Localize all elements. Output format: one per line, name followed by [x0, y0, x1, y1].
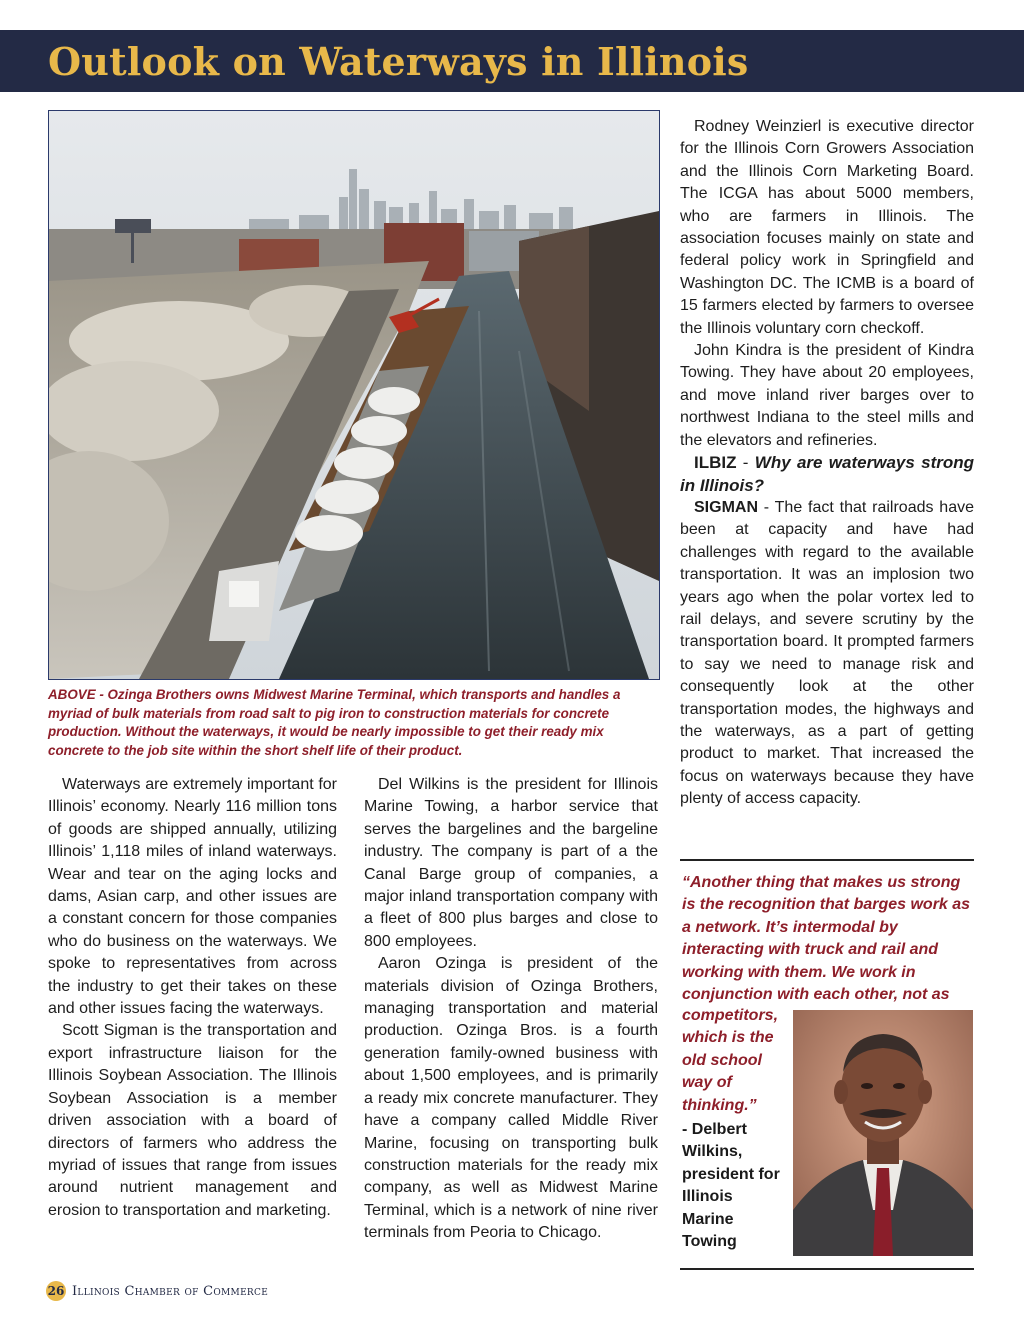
title-banner: [0, 30, 1024, 92]
article-column-1: [48, 774, 337, 1222]
pull-quote: “Another thing that makes us strong is the recognition that barges work as a network. It’s intermodal by interacting with truck and rail and working with them. We work in conjunction with each other, not as: [682, 874, 971, 1004]
paragraph: Waterways are extremely important for Illinois’ economy. Nearly 116 million tons of goods are shipped annually, utilizing Illinois’ 1,118 miles of inland waterways. Wear and tear on the aging locks and dams, Asian carp, and other issues are a constant concern for those companies who do business on the waterways. We spoke to representatives from across the industry to get their takes on these and other issues facing the waterways.: [48, 776, 337, 1018]
page-title: Outlook on Waterways in Illinois: [48, 39, 749, 84]
pull-quote-attribution: - Delbert Wilkins, president for Illinois Marine Towing: [682, 1121, 780, 1251]
article-column-2: [364, 774, 658, 1245]
article-column-3: [680, 116, 974, 811]
barge-photo-image: [49, 111, 659, 679]
publication-name: Illinois Chamber of Commerce: [72, 1283, 269, 1299]
page-number: 26: [46, 1281, 66, 1301]
barge-photo: [48, 110, 660, 680]
divider-top: [680, 859, 974, 861]
paragraph: Scott Sigman is the transportation and export infrastructure liaison for the Illinois Soybean Association. The Illinois Soybean Association is a member driven association with a board of directors of farmers who address the myriad of issues that range from issues around nutrient management and erosion to transportation and marketing.: [48, 1022, 337, 1219]
answer-text: - The fact that railroads have been at capacity and have had challenges with regard to the available transportation. It was an implosion two years ago when the polar vortex led to rail delays, and severe scrutiny by the transportation board. It prompted farmers to say we need to manage risk and consequently look at the other transportation modes, the highways and the waterways, as a part of getting product to market. That increased the focus on waterways because they have plenty of access capacity.: [680, 498, 974, 808]
question-text: Why are waterways strong in Illinois?: [680, 453, 974, 495]
divider-bottom: [680, 1268, 974, 1270]
separator: -: [736, 453, 755, 473]
respondent-label: SIGMAN: [694, 498, 758, 516]
portrait-image: [793, 1010, 973, 1256]
interview-answer: [680, 497, 974, 811]
interviewer-label: ILBIZ: [694, 453, 737, 473]
pull-quote-tail: competitors, which is the old school way of thinking.”: [682, 1007, 779, 1114]
paragraph: John Kindra is the president of Kindra Towing. They have about 20 employees, and move inland river barges over to northwest Indiana to the steel mills and the elevators and refineries.: [680, 342, 974, 449]
paragraph: Aaron Ozinga is president of the materials division of Ozinga Brothers, managing transportation and material production. Ozinga Bros. is a fourth generation family-owned business with about 1,500 employees, and is primarily a ready mix concrete manufacturer. They have a company called Middle River Marine, focusing on transporting bulk construction materials for the ready mix company, as well as Midwest Marine Terminal, which is a network of nine river terminals from Peoria to Chicago.: [364, 955, 658, 1242]
paragraph: Rodney Weinzierl is executive director for the Illinois Corn Growers Association and the Illinois Corn Marketing Board. The ICGA has about 5000 members, who are farmers in Illinois. The association focuses mainly on state and federal policy work in Springfield and Washington DC. The ICMB is a board of 15 farmers elected by farmers to oversee the Illinois voluntary corn checkoff.: [680, 118, 974, 337]
paragraph: Del Wilkins is the president for Illinois Marine Towing, a harbor service that serves the bargelines and the bargeline industry. The company is part of a the Canal Barge group of companies, a major inland transportation company with a fleet of 800 plus barges and close to 800 employees.: [364, 776, 658, 950]
page-footer: [46, 1280, 268, 1302]
portrait-photo: [793, 1010, 973, 1256]
interview-question: [680, 452, 974, 497]
photo-caption: ABOVE - Ozinga Brothers owns Midwest Marine Terminal, which transports and handles a myriad of bulk materials from road salt to pig iron to construction materials for concrete production. Without the waterways, it would be nearly impossible to get their ready mix concrete to the job site within the short shelf life of their product.: [48, 687, 621, 758]
